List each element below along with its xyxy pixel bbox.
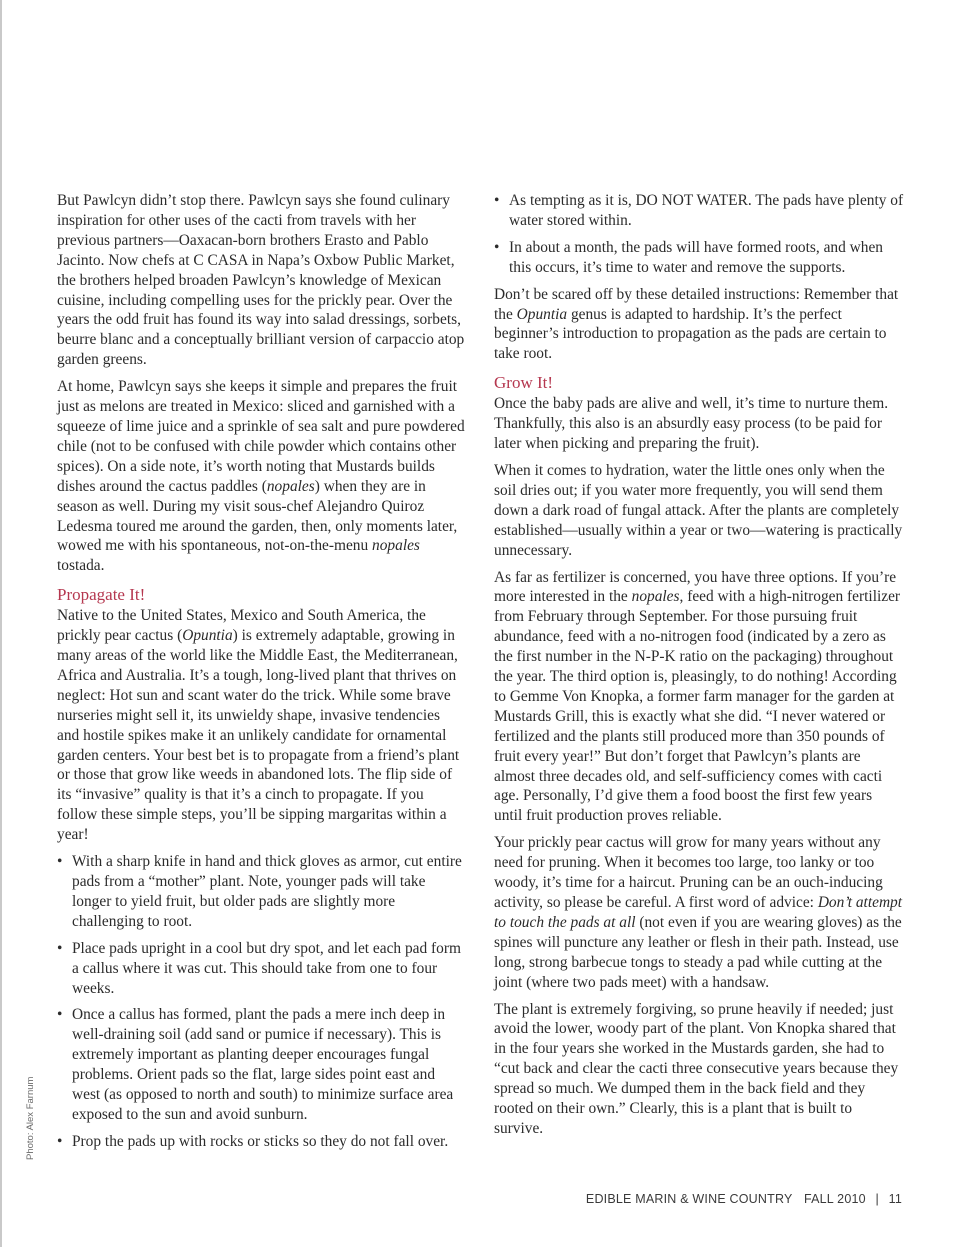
bullet-marker: • [494,192,500,209]
list-item: • Place pads upright in a cool but dry spot, and let each pad form a callus where it was cut. This should take from one to four weeks. [57,939,461,997]
bullet-marker: • [57,1006,63,1024]
issue-label: FALL 2010 [803,1192,866,1206]
article-column-right [494,191,904,1146]
bullet-marker: • [57,853,63,871]
paragraph-forgiving-plant: The plant is extremely forgiving, so prune heavily if needed; just avoid the lower, woody part of the plant. Von Knopka shared that in the four years she worked in the Mustards garden, she had to “cut back and clear the cacti three consecutive years because they spread so much. We dumped them in the back field and they rooted on their own.” Clearly, this is a plant that is built to survive. [494,1000,899,1137]
paragraph-pruning: Your prickly pear cactus will grow for many years without any need for pruning. When it becomes too large, too lanky or too woody, it’s time for a haircut. Pruning can be an ouch-inducing activity, so please be careful. A first word of advice: Don’t attempt to touch the pads at all (not even if you are wearing gloves) as the spines will puncture any leather or flesh in their path. Instead, use long, strong barbecue tongs to steady a pad while cutting at the joint (where two pads meet) with a handsaw. [494,834,903,991]
list-item: • Prop the pads up with rocks or sticks so they do not fall over. [57,1132,449,1150]
paragraph-baby-pads: Once the baby pads are alive and well, it’s time to nurture them. Thankfully, this also is an absurdly easy process (to be paid for later when picking and preparing the fruit). [494,395,889,453]
paragraph-at-home: At home, Pawlcyn says she keeps it simple and prepares the fruit just as melons are treated in Mexico: sliced and garnished with a squeeze of lime juice and a sprinkle of sea salt and pure powdered chile (not to be confused with chile powder which contains other spices). On a side note, it’s worth noting that Mustards builds dishes around the cactus paddles (nopales) when they are in season as well. During my visit sous-chef Alejandro Quiroz Ledesma toured me around the garden, then, only moments later, wowed me with his spontaneous, not-on-the-menu nopales tostada. [57,378,465,575]
paragraph-native-prickly-pear: Native to the United States, Mexico and South America, the prickly pear cactus (Opuntia) is extremely adaptable, growing in many areas of the world like the Middle East, the Mediterranean, Africa and Australia. It’s a tough, long-lived plant that thrives on neglect: Hot sun and scant water do the trick. While some brave nurseries might sell it, its unwieldy shape, invasive tendencies and hostile spikes make it an unlikely candidate for ornamental garden centers. Your best bet is to propagate from a friend’s plant or those that grow like weeds in abandoned lots. The flip side of its “invasive” quality is that it’s a cinch to propagate. If you follow these simple steps, you’ll be sipping margaritas within a year! [57,607,460,844]
propagation-steps-list-continued [494,191,904,278]
propagation-steps-list [57,852,466,1152]
list-item: • With a sharp knife in hand and thick gloves as armor, cut entire pads from a “mother” plant. Note, younger pads will take longer to yield fruit, but older pads are slightly more challenging to root. [57,853,462,930]
paragraph-hydration: When it comes to hydration, water the little ones only when the soil dries out; if you water more frequently, you will send them down a dark road of fungal attack. After the plants are completely established—usually within a year or two—watering is practically unnecessary. [494,461,903,559]
paragraph-dont-be-scared: Don’t be scared off by these detailed instructions: Remember that the Opuntia genus is adapted to hardship. It’s the perfect beginner’s introduction to propagation as the pads are certain to take root. [494,285,899,363]
bullet-marker: • [57,1132,63,1150]
paragraph-fertilizer: As far as fertilizer is concerned, you have three options. If you’re more interested in the nopales, feed with a high-nitrogen fertilizer from February through September. For those pursuing fruit abundance, feed with a no-nitrogen food (indicated by a zero as the first number in the N-P-K ratio on the packaging) throughout the year. The third option is, pleasingly, to do nothing! According to Gemme Von Knopka, a former farm manager for the garden at Mustards Grill, this is exactly what she did. “I never watered or fertilized and the plants still produced more than 350 pounds of fruit every year!” But don’t forget that Pawlcyn’s plants are almost three decades old, and self-sufficiency comes with cacti age. Personally, I’d give them a food boost the first few years until fruit production proves reliable. [494,568,901,825]
list-item: • Once a callus has formed, plant the pads a mere inch deep in well-draining soil (add sand or pumice if necessary). This is extremely important as planting deeper encourages fungal problems. Orient pads so the flat, large sides point east and west (as opposed to north and south) to minimize surface area exposed to the sun and avoid sunburn. [57,1006,454,1123]
list-item: • In about a month, the pads will have formed roots, and when this occurs, it’s time to water and remove the supports. [494,238,883,276]
heading-grow-it: Grow It! [494,373,554,393]
list-item: • As tempting as it is, DO NOT WATER. The pads have plenty of water stored within. [494,192,904,229]
bullet-marker: • [494,238,500,256]
paragraph-pawlcyn-inspiration: But Pawlcyn didn’t stop there. Pawlcyn says she found culinary inspiration for other uses of the cacti from travels with her previous partners—Oaxacan-born brothers Erasto and Pablo Jacinto. Now chefs at C CASA in Napa’s Oxbow Public Market, the brothers helped broaden Pawlcyn’s knowledge of Mexican cuisine, including compelling uses for the prickly pear. Over the years the odd fruit has found its way into salad dressings, sorbets, beurre blanc and a conceptually brilliant version of carpaccio atop garden greens. [57,192,465,369]
page-footer [586,1192,902,1206]
publication-name: EDIBLE MARIN & WINE COUNTRY [585,1192,793,1206]
footer-separator: | [875,1192,879,1206]
article-column-left [57,191,466,1159]
photo-credit: Photo: Alex Farnum [25,1076,36,1160]
bullet-marker: • [57,939,63,957]
page-edge-rule [0,0,2,1247]
page-number: 11 [888,1192,902,1206]
heading-propagate-it: Propagate It! [57,585,146,605]
